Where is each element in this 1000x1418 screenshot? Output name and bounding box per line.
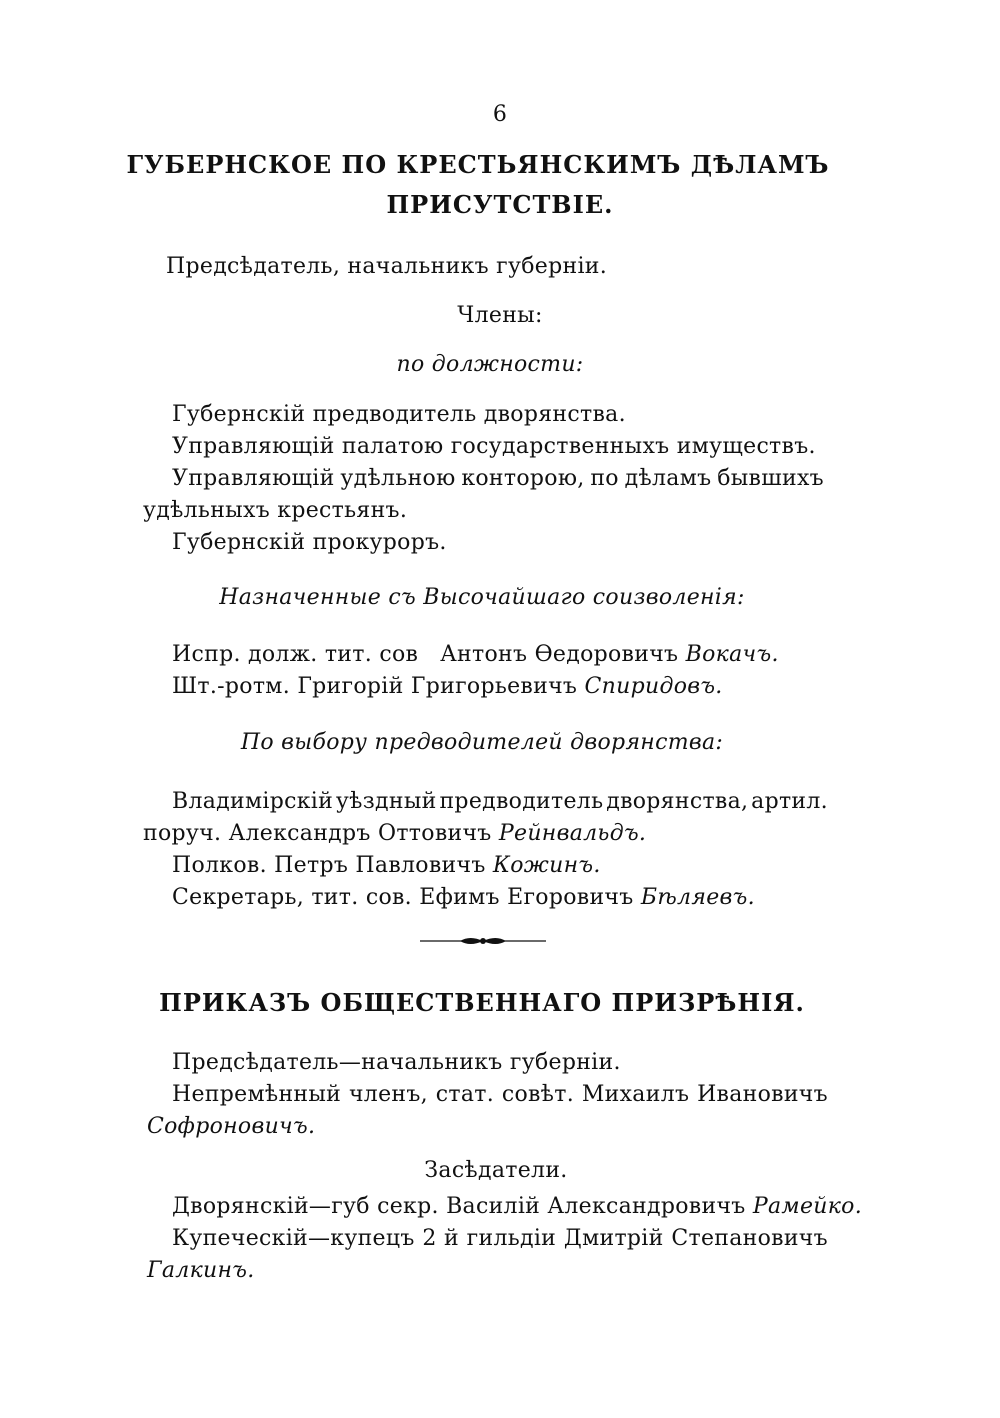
word: Дмитрій [563,1226,664,1251]
person-surname: Вокачъ. [685,642,779,667]
elected-member-1-line2 [143,820,646,848]
word: Ивановичъ [697,1082,828,1107]
word: дворянства, [606,789,749,814]
ex-officio-item-4: Губернскій прокуроръ. [172,530,447,555]
person-name: Антонъ Ѳедоровичъ [440,642,679,667]
word: Михаилъ [581,1082,690,1107]
ex-officio-item-2: Управляющій палатою государственныхъ имуществъ. [172,434,816,459]
ex-officio-item-3-line1 [172,465,824,493]
section1-title-line1: ГУБЕРНСКОЕ ПО КРЕСТЬЯНСКИМЪ ДѢЛАМЪ [126,150,830,179]
permanent-member-line1 [172,1081,828,1109]
members-heading: Члены: [457,303,543,328]
person-surname: Спиридовъ. [584,674,723,699]
rank-and-name: Дворянскій—губ секр. Василій Александровичъ [172,1194,746,1219]
section2-chairman: Предсѣдатель—начальникъ губерніи. [172,1050,621,1075]
person-surname: Бѣляевъ. [640,885,755,910]
ex-officio-item-1: Губернскій предводитель дворянства. [172,402,626,427]
person-surname: Рамейко. [752,1194,863,1219]
assessor-2-surname: Галкинъ. [147,1258,255,1283]
section1-chairman: Предсѣдатель, начальникъ губерніи. [166,254,608,279]
word: уѣздный [335,789,437,814]
word: конторою, [461,466,585,491]
word: бывшихъ [717,466,824,491]
elected-member-2 [172,852,601,880]
word: Управляющій [172,466,335,491]
elected-member-3 [172,884,755,912]
word: гильдіи [466,1226,557,1251]
word: дѣламъ [624,466,712,491]
word: стат. [435,1082,495,1107]
ex-officio-item-3-line2: удѣльныхъ крестьянъ. [143,498,408,523]
rank-and-name: Секретарь, тит. сов. Ефимъ Егоровичъ [172,885,634,910]
appointed-heading: Назначенные съ Высочайшаго соизволенія: [219,585,745,610]
appointed-member-2 [172,673,723,701]
section2-title: ПРИКАЗЪ ОБЩЕСТВЕННАГО ПРИЗРѢНІЯ. [159,988,805,1017]
assessors-heading: Засѣдатели. [424,1158,568,1183]
page-number: 6 [492,102,508,127]
person-name: Григорій Григорьевичъ [297,674,578,699]
word: удѣльною [340,466,456,491]
rank: Шт.-ротм. [172,674,291,699]
ex-officio-heading: по должности: [396,352,584,377]
rank: Испр. долж. тит. сов [172,642,419,667]
word: артил. [751,789,828,814]
person-surname: Рейнвальдъ. [498,821,647,846]
elected-heading: По выбору предводителей дворянства: [240,730,724,755]
elected-member-1-line1 [172,788,828,816]
assessor-1 [172,1193,862,1221]
appointed-member-1 [172,641,779,669]
word: Купеческій—купецъ [172,1226,415,1251]
section1-title-line2: ПРИСУТСТВІЕ. [386,190,614,219]
word: по [590,466,619,491]
word: совѣт. [501,1082,575,1107]
word: Владимірскій [172,789,334,814]
rank-and-name: поруч. Александръ Оттовичъ [143,821,492,846]
assessor-2-line1 [172,1225,828,1253]
word: 2 й [422,1226,459,1251]
word: Непремѣнный [172,1082,342,1107]
ornament-divider [420,934,546,948]
person-surname: Кожинъ. [492,853,601,878]
word: членъ, [348,1082,428,1107]
word: Степановичъ [671,1226,828,1251]
rank-and-name: Полков. Петръ Павловичъ [172,853,486,878]
permanent-member-surname: Софроновичъ. [147,1114,316,1139]
word: предводитель [439,789,604,814]
